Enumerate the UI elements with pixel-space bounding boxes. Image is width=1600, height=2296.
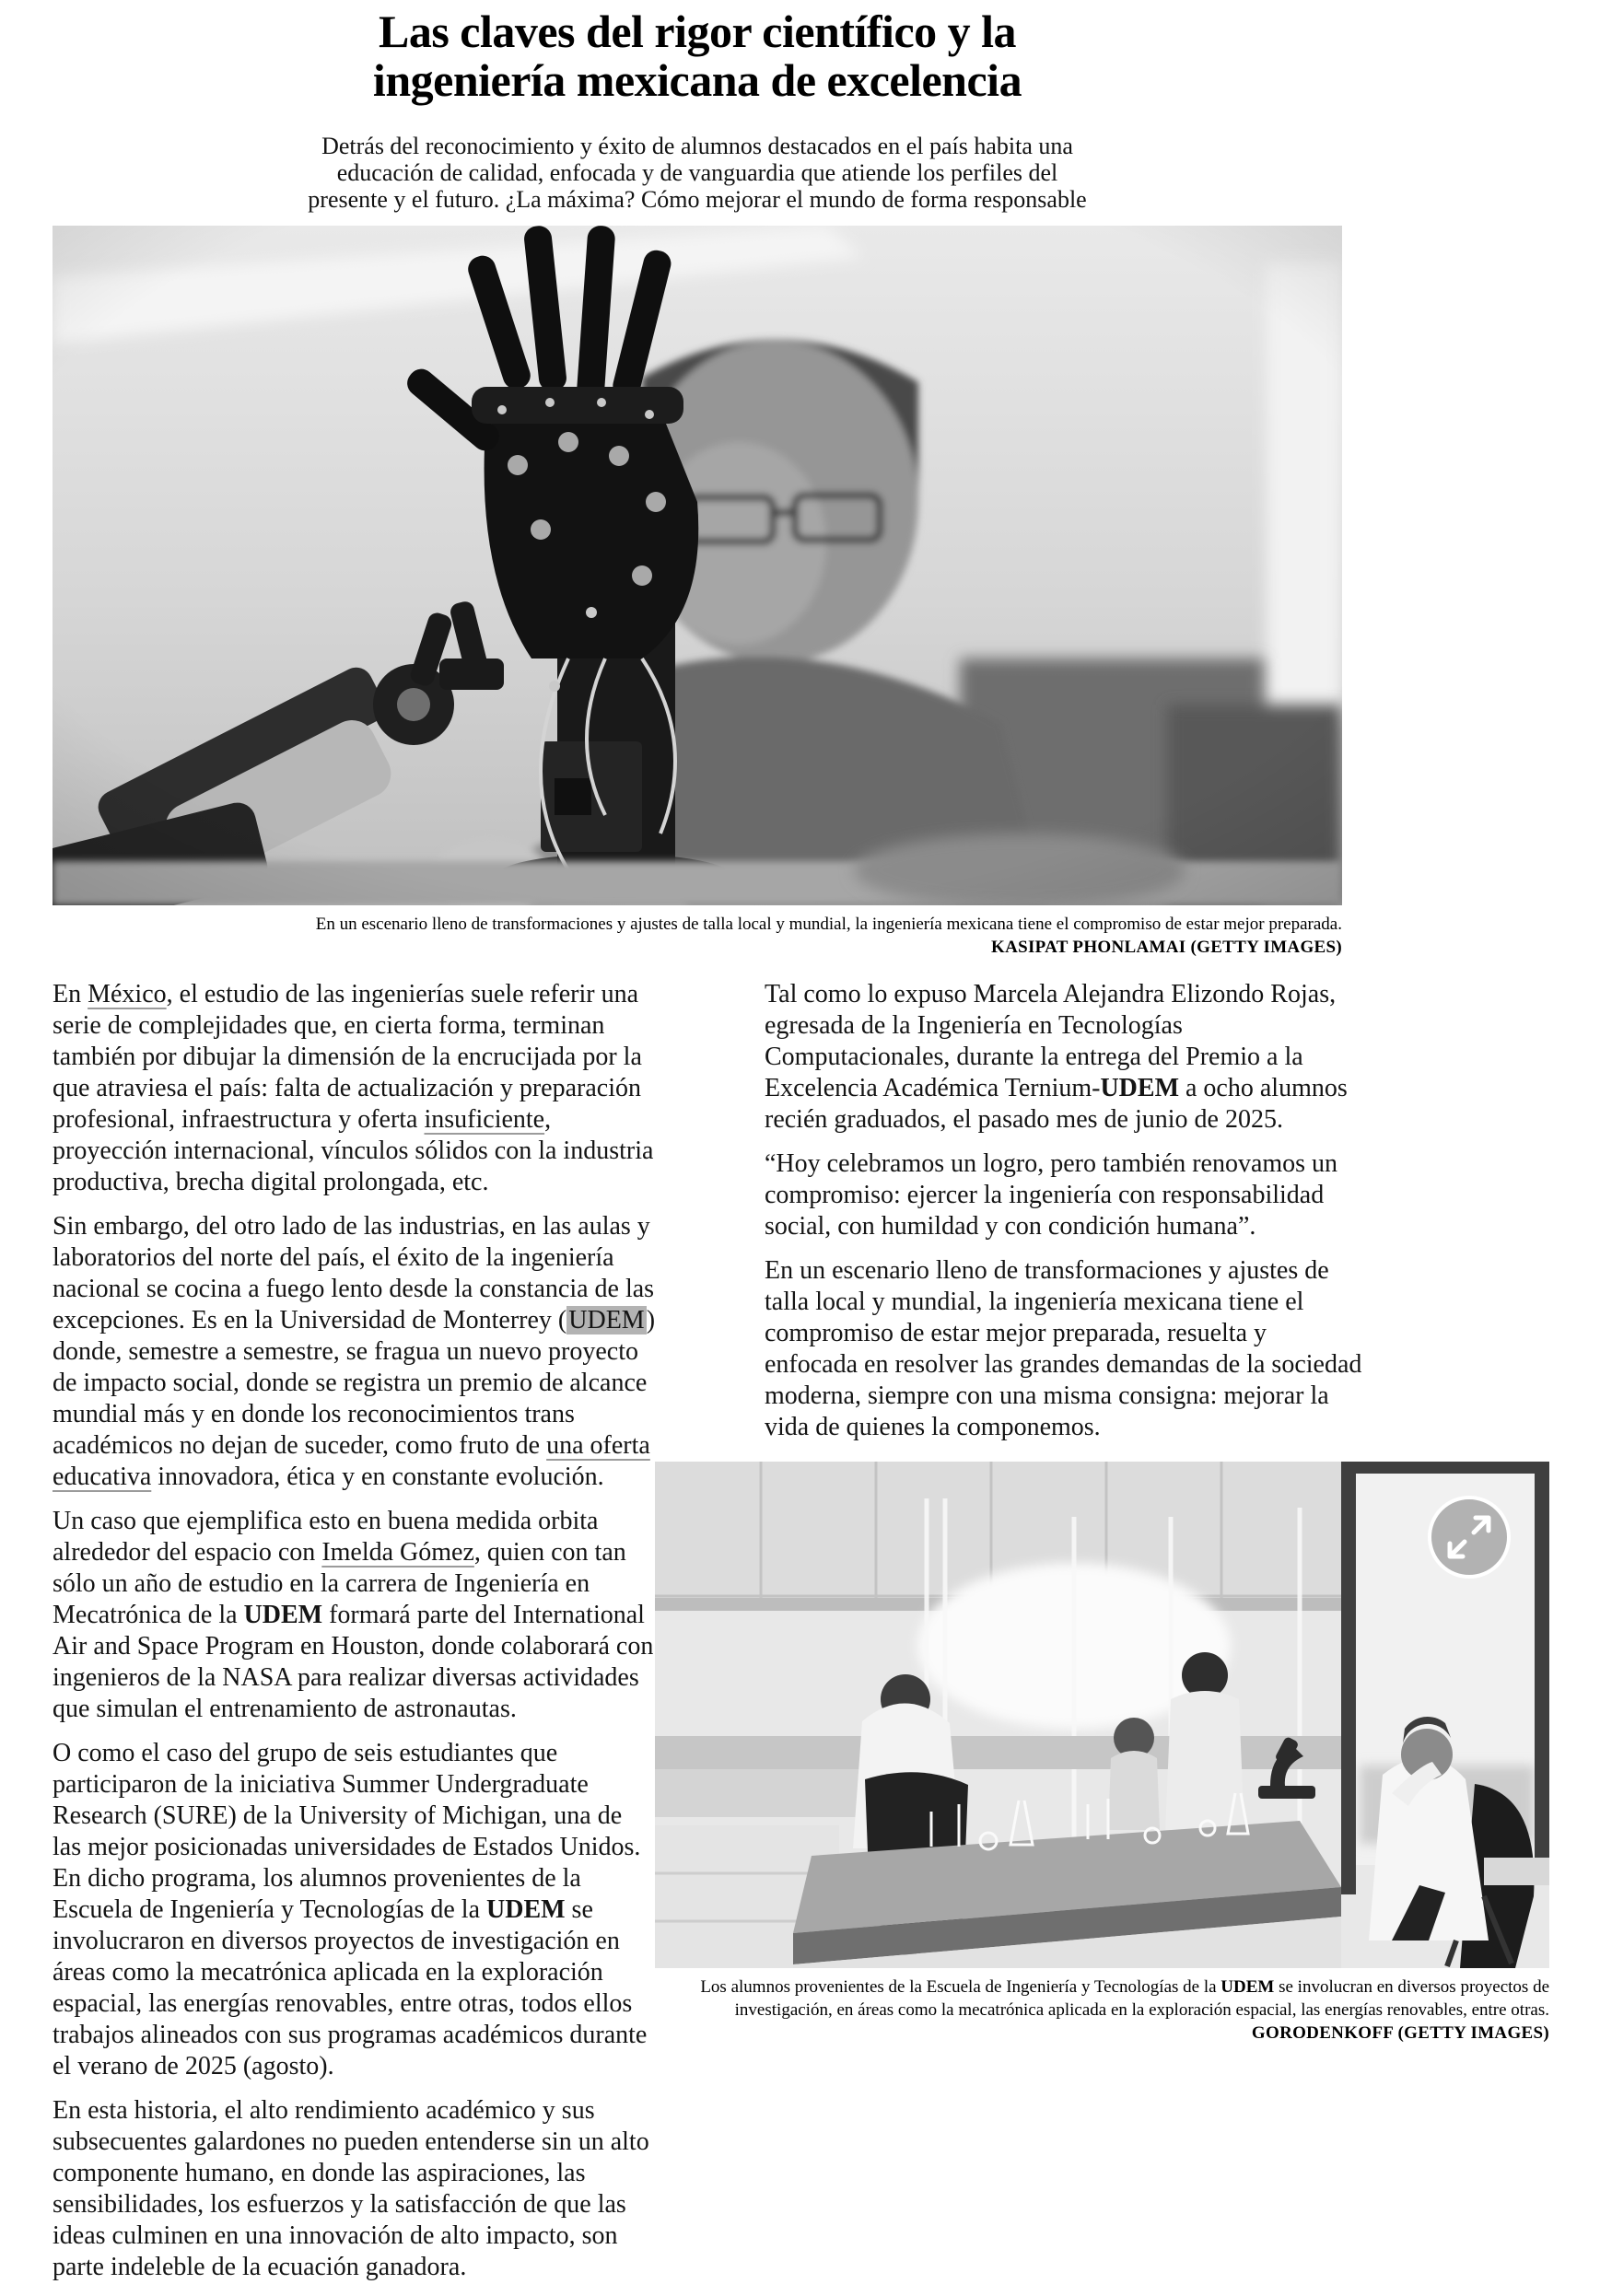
link-oferta-educativa[interactable]: una oferta educativa — [53, 1431, 650, 1491]
text-run: En — [53, 980, 88, 1008]
text-run: , proyección internacional, vínculos sólidos con la industria productiva, brecha digital prolongada, etc. — [53, 1105, 654, 1196]
paragraph-1 — [53, 979, 656, 1198]
lab-caption-text: Los alumnos provenientes de la Escuela de Ingeniería y Tecnologías de la — [700, 1977, 1221, 1997]
lab-photo-credit: GORODENKOFF (GETTY IMAGES) — [1251, 2023, 1549, 2043]
link-imelda-gomez[interactable]: Imelda Gómez — [321, 1538, 474, 1567]
text-run: , quien con tan sólo un año de estudio en la carrera de Ingeniería en Mecatrónica de la — [53, 1538, 626, 1629]
text-run: innovadora, ética y en constante evolución. — [151, 1463, 604, 1491]
page-title — [53, 7, 1342, 105]
highlighted-text-udem: UDEM — [568, 1306, 645, 1334]
text-run: a ocho alumnos recién graduados, el pasado mes de junio de 2025. — [765, 1074, 1348, 1134]
subheadline-line-1: Detrás del reconocimiento y éxito de alumnos destacados en el país habita una — [321, 133, 1073, 159]
hero-caption-text: En un escenario lleno de transformaciones y ajustes de talla local y mundial, la ingeniería mexicana tiene el compromiso de estar mejor preparada. — [315, 915, 1342, 934]
paragraph-3 — [53, 1506, 656, 1725]
text-run: O como el caso del grupo de seis estudiantes que participaron de la iniciativa Summer Undergraduate Research (SURE) de la University of Michigan, una de las mejor posicionadas universidades de Estados Unidos. En dicho programa, los alumnos provenientes de la Escuela de Ingeniería y Tecnologías de la — [53, 1739, 641, 1924]
subheadline — [53, 133, 1342, 213]
column-left — [53, 979, 656, 2296]
paragraph-5: En esta historia, el alto rendimiento académico y sus subsecuentes galardones no pueden entenderse sin un alto componente humano, en donde las aspiraciones, las sensibilidades, los esfuerzos y la satisfacción de que las ideas culminen en una innovación de alto impacto, son parte indeleble de la ecuación ganadora. — [53, 2096, 649, 2281]
text-run: Tal como lo expuso Marcela Alejandra Elizondo Rojas, egresada de la Ingeniería en Tecnologías Computacionales, durante la entrega del Premio a la Excelencia Académica Ternium- — [765, 980, 1337, 1102]
text-run: ) donde, semestre a semestre, se fragua un nuevo proyecto de impacto social, donde se registra un premio de alcance mundial más y en donde los reconocimientos trans académicos no dejan de suceder, como fruto de — [53, 1306, 656, 1460]
hero-caption — [53, 913, 1342, 959]
subheadline-line-2: educación de calidad, enfocada y de vanguardia que atiende los perfiles del — [336, 159, 1058, 186]
paragraph-2 — [53, 1211, 656, 1493]
headline-line-1: Las claves del rigor científico y la — [378, 6, 1017, 57]
paragraph-8: En un escenario lleno de transformaciones y ajustes de talla local y mundial, la ingeniería mexicana tiene el compromiso de estar mejor preparada, resuelta y enfocada en resolver las grandes demandas de la sociedad moderna, siempre con una misma consigna: mejorar la vida de quienes la componemos. — [765, 1256, 1362, 1441]
bold-udem: UDEM — [1220, 1977, 1275, 1997]
column-right — [700, 979, 1549, 2296]
paragraph-4 — [53, 1738, 656, 2082]
text-run: Sin embargo, del otro lado de las industrias, en las aulas y laboratorios del norte del país, el éxito de la ingeniería nacional se cocina a fuego lento desde la constancia de las excepciones. Es en la Universidad de Monterrey ( — [53, 1212, 655, 1334]
article-body — [53, 979, 1549, 2296]
bold-udem: UDEM — [243, 1601, 323, 1629]
article-header — [53, 7, 1342, 213]
link-insuficiente[interactable]: insuficiente — [424, 1105, 545, 1134]
lab-caption-text: se involucran en diversos proyectos de investigación, en áreas como la mecatrónica aplicada en la exploración espacial, las energías renovables, entre otras. — [734, 1977, 1549, 2020]
bold-udem: UDEM — [1100, 1074, 1179, 1102]
lab-photo — [655, 1462, 1549, 1968]
text-run: , el estudio de las ingenierías suele referir una serie de complejidades que, en cierta forma, terminan también por dibujar la dimensión de la encrucijada por la que atraviesa el país: falta de actualización y preparación profesional, infraestructura y oferta — [53, 980, 642, 1134]
expand-icon — [1426, 1494, 1512, 1580]
hero-photo-credit: KASIPAT PHONLAMAI (GETTY IMAGES) — [990, 938, 1342, 957]
lab-caption — [655, 1975, 1549, 2045]
link-mexico[interactable]: México — [88, 980, 167, 1008]
subheadline-line-3: presente y el futuro. ¿La máxima? Cómo mejorar el mundo de forma responsable — [308, 186, 1087, 213]
expand-button[interactable] — [1426, 1494, 1512, 1580]
paragraph-7-quote: “Hoy celebramos un logro, pero también renovamos un compromiso: ejercer la ingeniería con responsabilidad social, con humildad y con condición humana”. — [765, 1149, 1338, 1241]
lab-figure — [655, 1462, 1549, 2045]
hero-photo — [53, 226, 1342, 905]
hero-figure — [53, 226, 1342, 959]
text-run: formará parte del International Air and Space Program en Houston, donde colaborará con ingenieros de la NASA para realizar diversas actividades que simulan el entrenamiento de astronautas. — [53, 1601, 654, 1723]
text-run: se involucraron en diversos proyectos de investigación en áreas como la mecatrónica aplicada en la exploración espacial, las energías renovables, entre otras, todos ellos trabajos alineados con sus programas académicos durante el verano de 2025 (agosto). — [53, 1895, 648, 2080]
headline-line-2: ingeniería mexicana de excelencia — [372, 54, 1022, 106]
paragraph-6 — [765, 979, 1363, 1136]
text-run: Un caso que ejemplifica esto en buena medida orbita alrededor del espacio con — [53, 1507, 599, 1567]
bold-udem: UDEM — [486, 1895, 566, 1924]
